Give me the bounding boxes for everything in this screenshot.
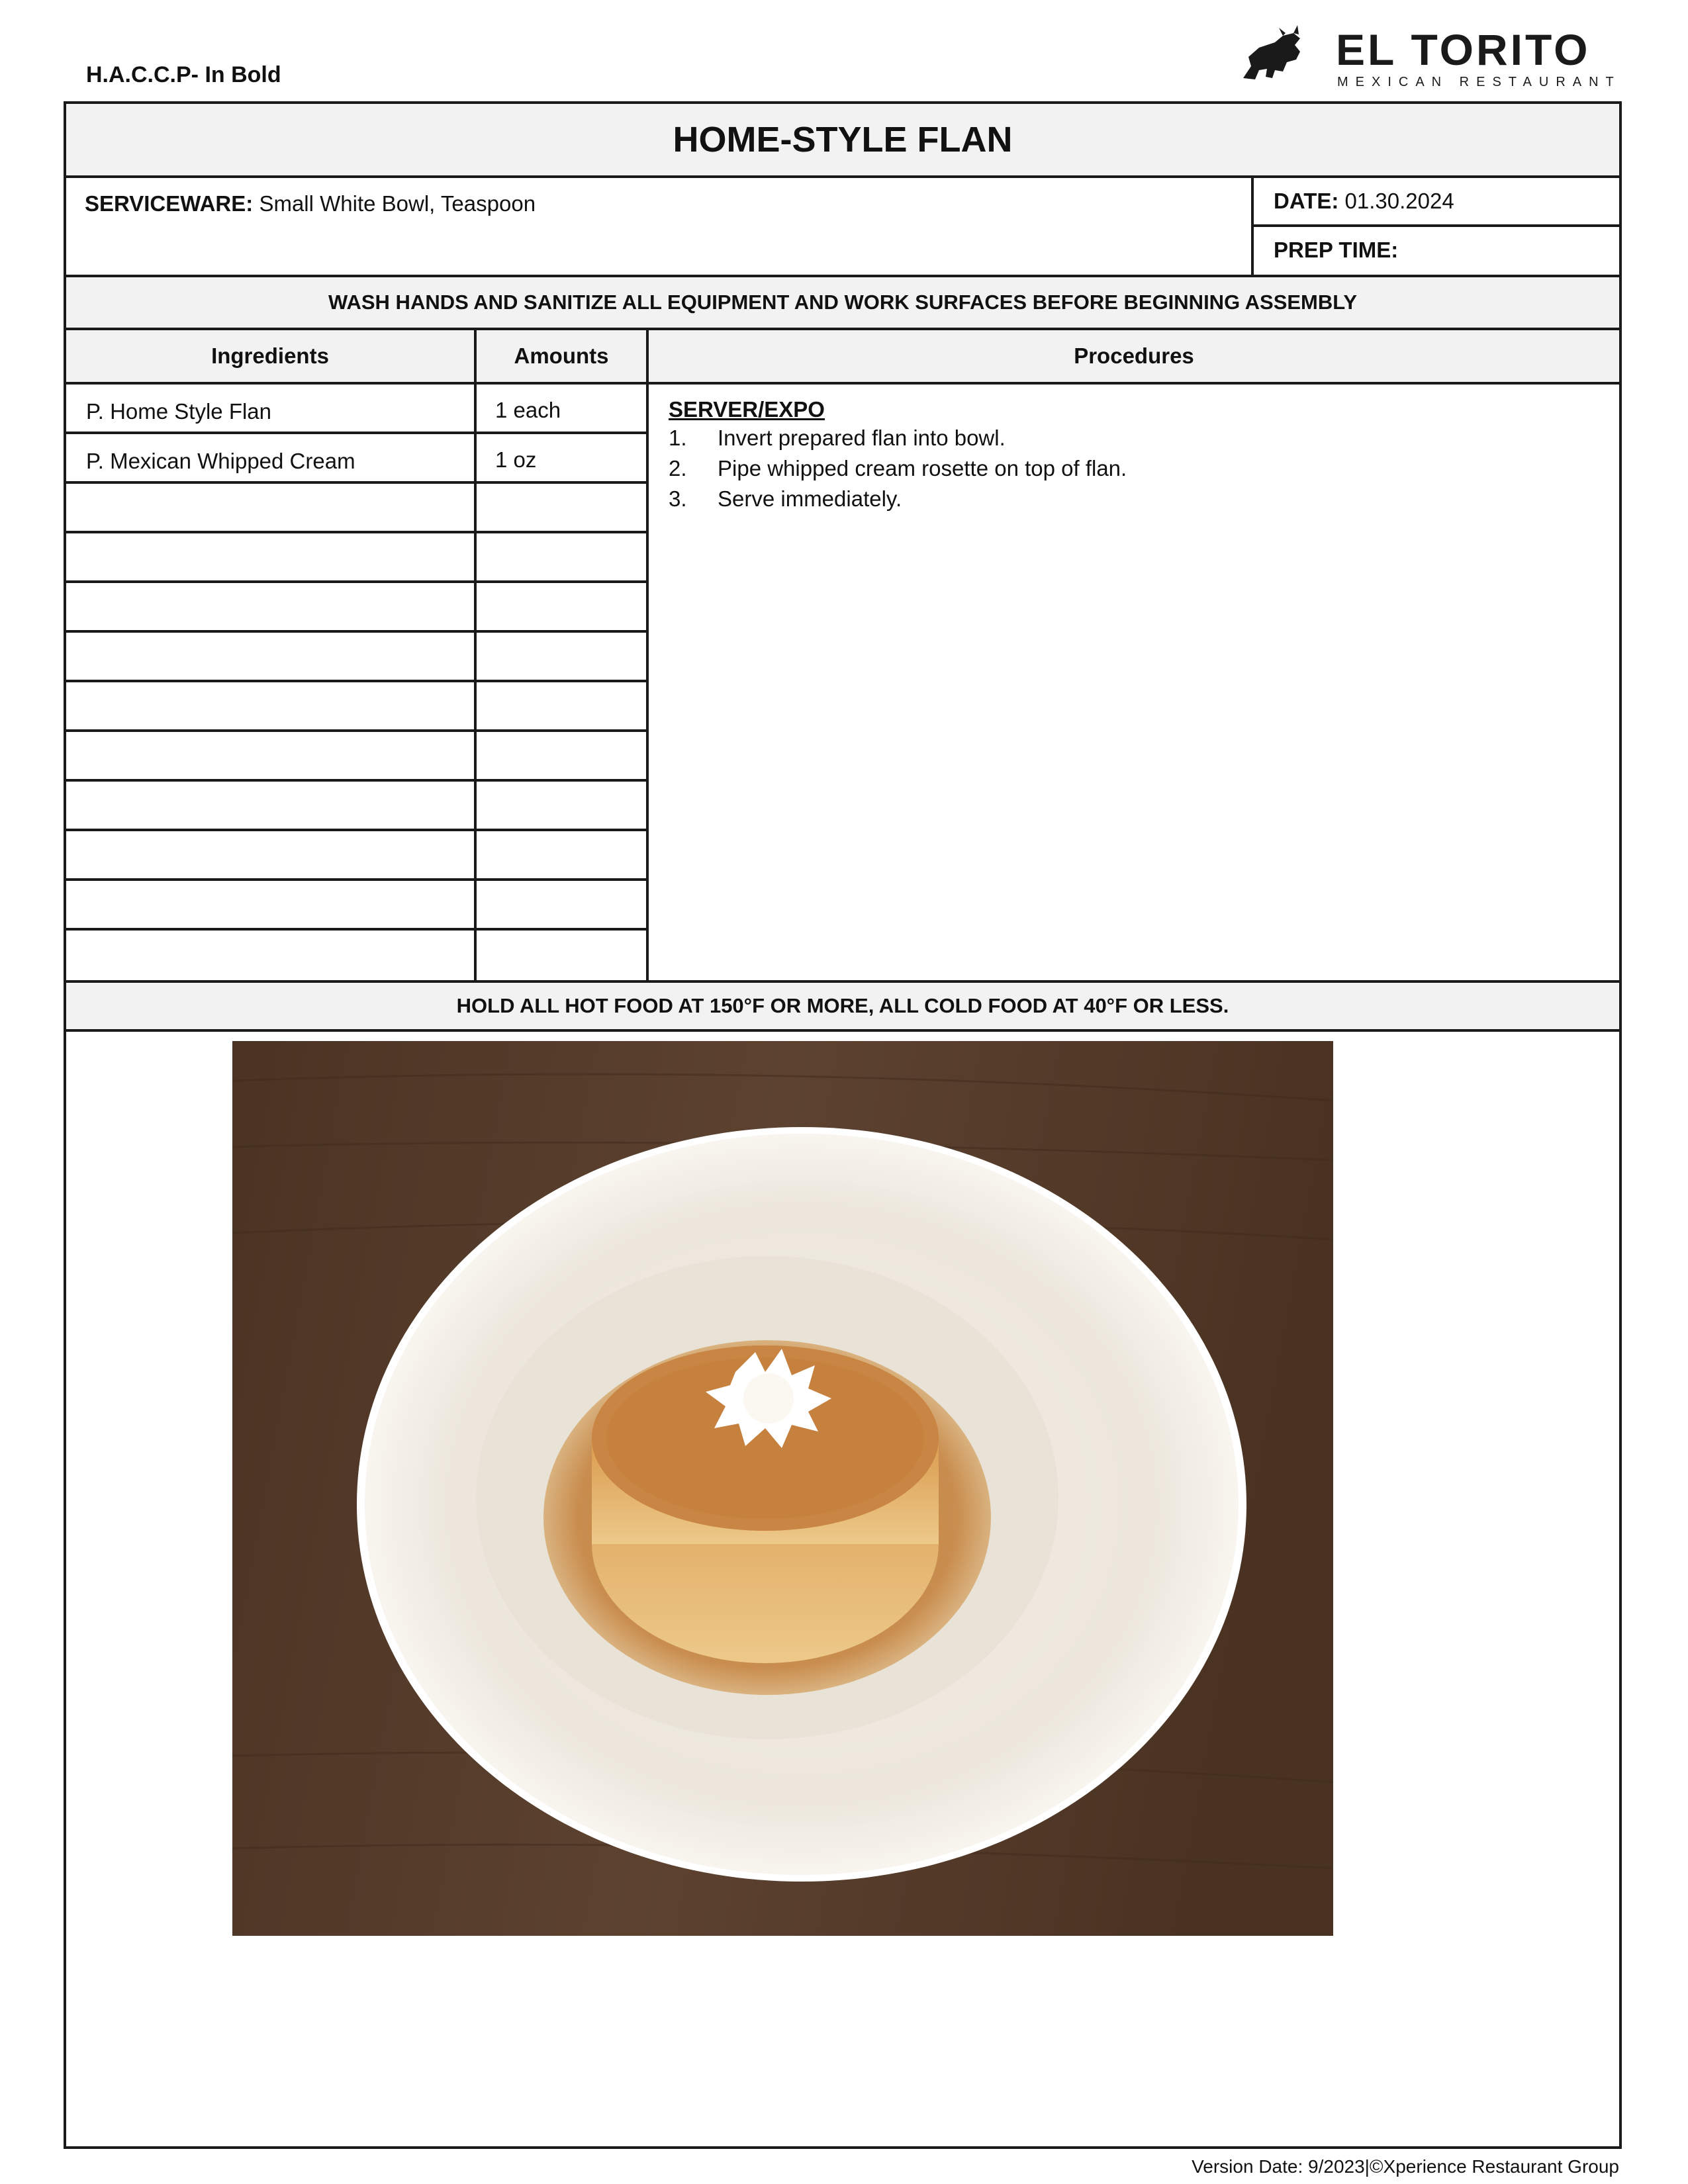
ingredient-row: [66, 682, 649, 732]
ingredient-amount: [477, 682, 649, 729]
step-number: 3.: [669, 486, 687, 511]
step-text: Pipe whipped cream rosette on top of flan.: [718, 456, 1127, 480]
table-header: [66, 330, 1619, 385]
serviceware-cell: [66, 178, 1254, 275]
ingredient-row: [66, 633, 649, 682]
recipe-title: HOME-STYLE FLAN: [66, 104, 1619, 178]
procedure-step: [669, 453, 1619, 484]
ingredient-name: [66, 732, 477, 779]
date-value: 01.30.2024: [1344, 189, 1454, 213]
recipe-table: [66, 385, 1619, 980]
serviceware-value: Small White Bowl, Teaspoon: [259, 191, 536, 216]
ingredient-name: [66, 484, 477, 531]
date-label: DATE:: [1274, 189, 1339, 213]
amounts-header: Amounts: [477, 330, 649, 382]
wash-notice: WASH HANDS AND SANITIZE ALL EQUIPMENT AND WORK SURFACES BEFORE BEGINNING ASSEMBLY: [66, 277, 1619, 330]
step-number: 1.: [669, 426, 687, 450]
ingredient-name: [66, 633, 477, 680]
ingredient-row: [66, 385, 649, 434]
ingredient-name: [66, 931, 477, 980]
ingredients-header: Ingredients: [66, 330, 477, 382]
ingredient-amount: 1 oz: [477, 434, 649, 481]
step-text: Invert prepared flan into bowl.: [718, 426, 1006, 450]
ingredient-amount: [477, 533, 649, 580]
procedures-header: Procedures: [1074, 343, 1194, 368]
dish-photo: [232, 1041, 1333, 1936]
ingredient-row: [66, 732, 649, 782]
ingredient-name: [66, 533, 477, 580]
step-number: 2.: [669, 456, 687, 480]
ingredient-amount: [477, 931, 649, 980]
ingredient-row: [66, 434, 649, 484]
ingredient-name: [66, 831, 477, 878]
serviceware-label: SERVICEWARE:: [85, 191, 254, 216]
step-text: Serve immediately.: [718, 486, 902, 511]
ingredient-amount: [477, 881, 649, 928]
ingredient-amount: [477, 782, 649, 829]
ingredient-row: [66, 782, 649, 831]
procedure-step: [669, 423, 1619, 453]
ingredient-name: P. Mexican Whipped Cream: [66, 434, 477, 481]
brand-name: EL TORITO: [1336, 25, 1591, 74]
ingredient-name: [66, 782, 477, 829]
procedure-heading: SERVER/EXPO: [669, 397, 825, 422]
ingredient-amount: [477, 633, 649, 680]
ingredient-amount: [477, 484, 649, 531]
ingredient-row: [66, 831, 649, 881]
bull-icon: [1243, 25, 1300, 79]
procedure-step: [669, 484, 1619, 514]
procedure-list: [669, 423, 1619, 514]
ingredient-row: [66, 931, 649, 980]
ingredient-row: [66, 484, 649, 533]
hold-notice: HOLD ALL HOT FOOD AT 150°F OR MORE, ALL COLD FOOD AT 40°F OR LESS.: [66, 980, 1619, 1032]
procedures-column: [649, 385, 1619, 980]
ingredient-row: [66, 533, 649, 583]
ingredient-row: [66, 583, 649, 633]
ingredient-row: [66, 881, 649, 931]
ingredient-amount: [477, 831, 649, 878]
brand-logo: [1237, 19, 1627, 91]
ingredients-column: [66, 385, 649, 980]
ingredient-amount: [477, 583, 649, 630]
date-prep-cell: [1254, 178, 1619, 275]
ingredient-name: [66, 881, 477, 928]
serviceware-row: [66, 178, 1619, 277]
prep-time-cell: [1254, 227, 1619, 275]
version-footer: Version Date: 9/2023|©Xperience Restaurant Group: [1192, 2156, 1619, 2177]
prep-time-label: PREP TIME:: [1274, 238, 1399, 262]
ingredient-name: [66, 583, 477, 630]
brand-tagline: MEXICAN RESTAURANT: [1337, 75, 1621, 89]
haccp-note: H.A.C.C.P- In Bold: [86, 62, 281, 87]
ingredient-name: P. Home Style Flan: [66, 385, 477, 432]
ingredient-amount: [477, 732, 649, 779]
ingredient-name: [66, 682, 477, 729]
ingredient-amount: 1 each: [477, 385, 649, 432]
date-cell: [1254, 178, 1619, 227]
